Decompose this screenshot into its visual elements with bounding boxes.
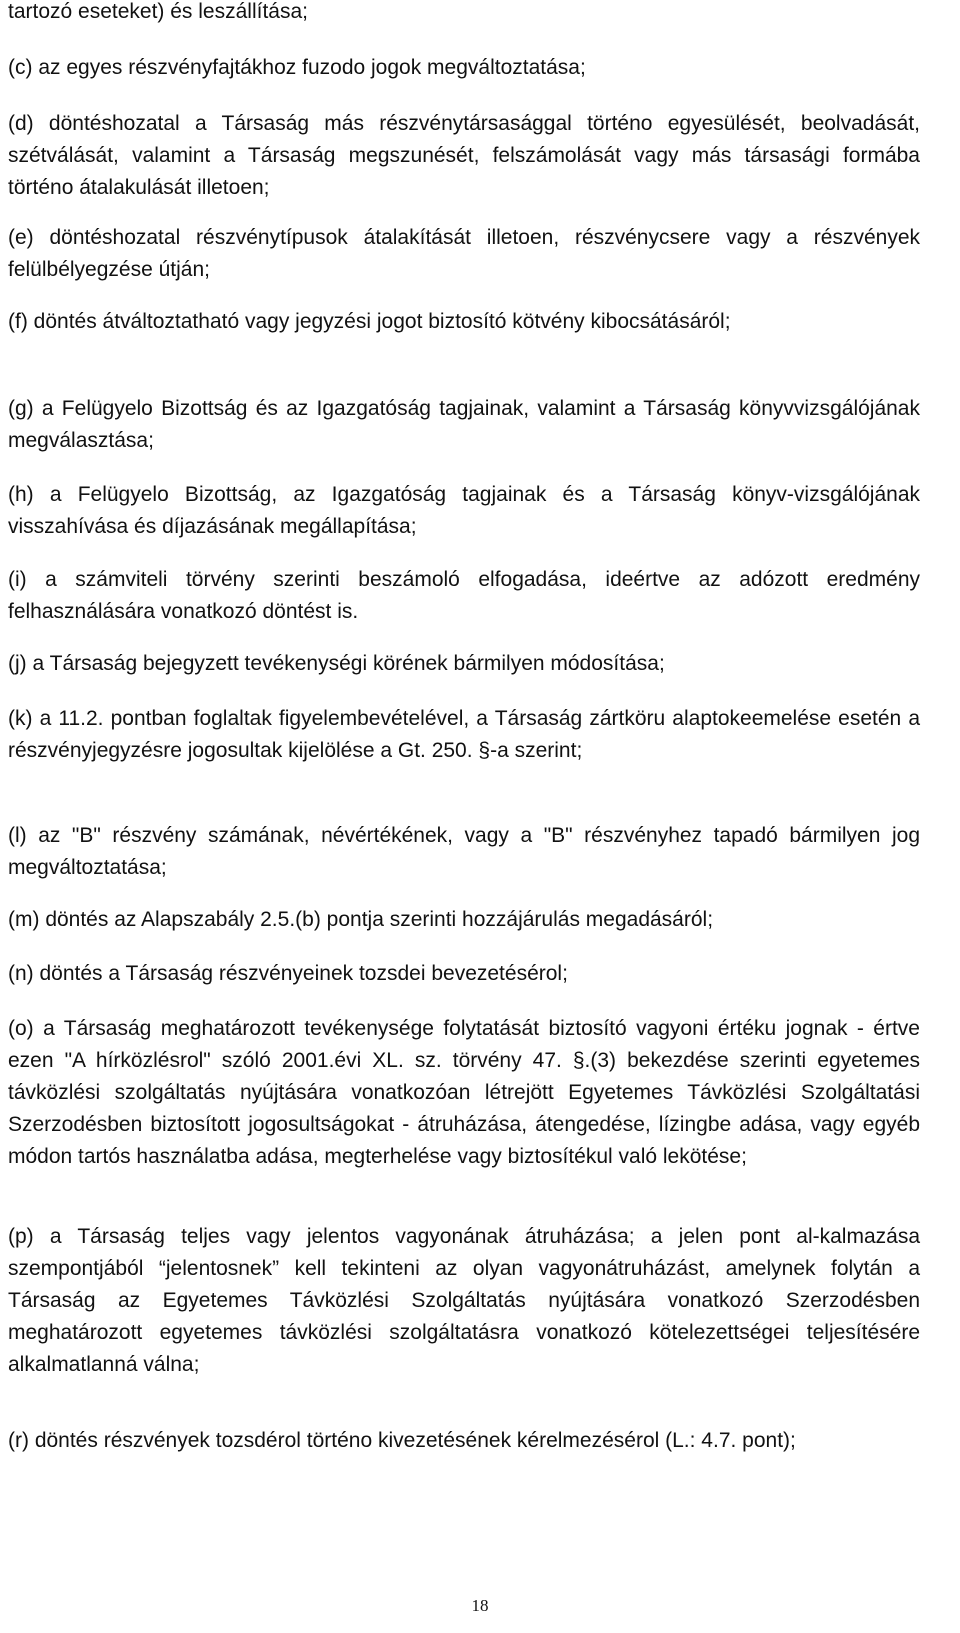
paragraph-l: (l) az "B" részvény számának, névértékének, vagy a "B" részvényhez tapadó bármilyen jog megváltoztatása; [8,824,920,879]
page-number: 18 [471,1596,489,1615]
paragraph-h: (h) a Felügyelo Bizottság, az Igazgatóság tagjainak és a Társaság könyv-vizsgálójának visszahívása és díjazásának megállapítása; [8,483,920,538]
paragraph-r: (r) döntés részvények tozsdérol történo kivezetésének kérelmezésérol (L.: 4.7. pont); [8,1429,796,1452]
paragraph-j: (j) a Társaság bejegyzett tevékenységi körének bármilyen módosítása; [8,652,665,675]
paragraph-p: (p) a Társaság teljes vagy jelentos vagyonának átruházása; a jelen pont al-kalmazása szempontjából “jelentosnek” kell tekinteni az olyan vagyonátruházást, amelynek folytán a Társaság az Egyetemes Távközlési Szolgáltatás nyújtására vonatkozó Szerzodésben meghatározott egyetemes távközlési szolgáltatásra vonatkozó kötelezettségei teljesítésére alkalmatlanná válna; [8,1225,920,1376]
paragraph-i: (i) a számviteli törvény szerinti beszámoló elfogadása, ideértve az adózott eredmény felhasználására vonatkozó döntést is. [8,568,920,623]
paragraph-d: (d) döntéshozatal a Társaság más részvénytársasággal történo egyesülését, beolvadását, szétválását, valamint a Társaság megszunését, felszámolását vagy más társasági formába történo átalakulását illetoen; [8,112,920,199]
paragraph-k: (k) a 11.2. pontban foglaltak figyelembevételével, a Társaság zártköru alaptokeemelése esetén a részvényjegyzésre jogosultak kijelölése a Gt. 250. §-a szerint; [8,707,920,762]
paragraph-m: (m) döntés az Alapszabály 2.5.(b) pontja szerinti hozzájárulás megadásáról; [8,908,714,931]
paragraph-intro: tartozó eseteket) és leszállítása; [8,0,308,23]
paragraph-c: (c) az egyes részvényfajtákhoz fuzodo jogok megváltoztatása; [8,56,586,79]
paragraph-f: (f) döntés átváltoztatható vagy jegyzési jogot biztosító kötvény kibocsátásáról; [8,310,731,333]
paragraph-g: (g) a Felügyelo Bizottság és az Igazgatóság tagjainak, valamint a Társaság könyvvizsgálójának megválasztása; [8,397,920,452]
paragraph-o: (o) a Társaság meghatározott tevékenysége folytatását biztosító vagyoni értéku jognak - értve ezen "A hírközlésrol" szóló 2001.évi XL. sz. törvény 47. §.(3) bekezdése szerinti egyetemes távközlési szolgáltatás nyújtására vonatkozóan létrejött Egyetemes Távközlési Szolgáltatási Szerzodésben biztosított jogosultságokat - átruházása, átengedése, lízingbe adása, vagy egyéb módon tartós használatba adása, megterhelése vagy biztosítékul való lekötése; [8,1017,920,1168]
paragraph-n: (n) döntés a Társaság részvényeinek tozsdei bevezetésérol; [8,962,568,985]
paragraph-e: (e) döntéshozatal részvénytípusok átalakítását illetoen, részvénycsere vagy a részvények felülbélyegzése útján; [8,226,920,281]
